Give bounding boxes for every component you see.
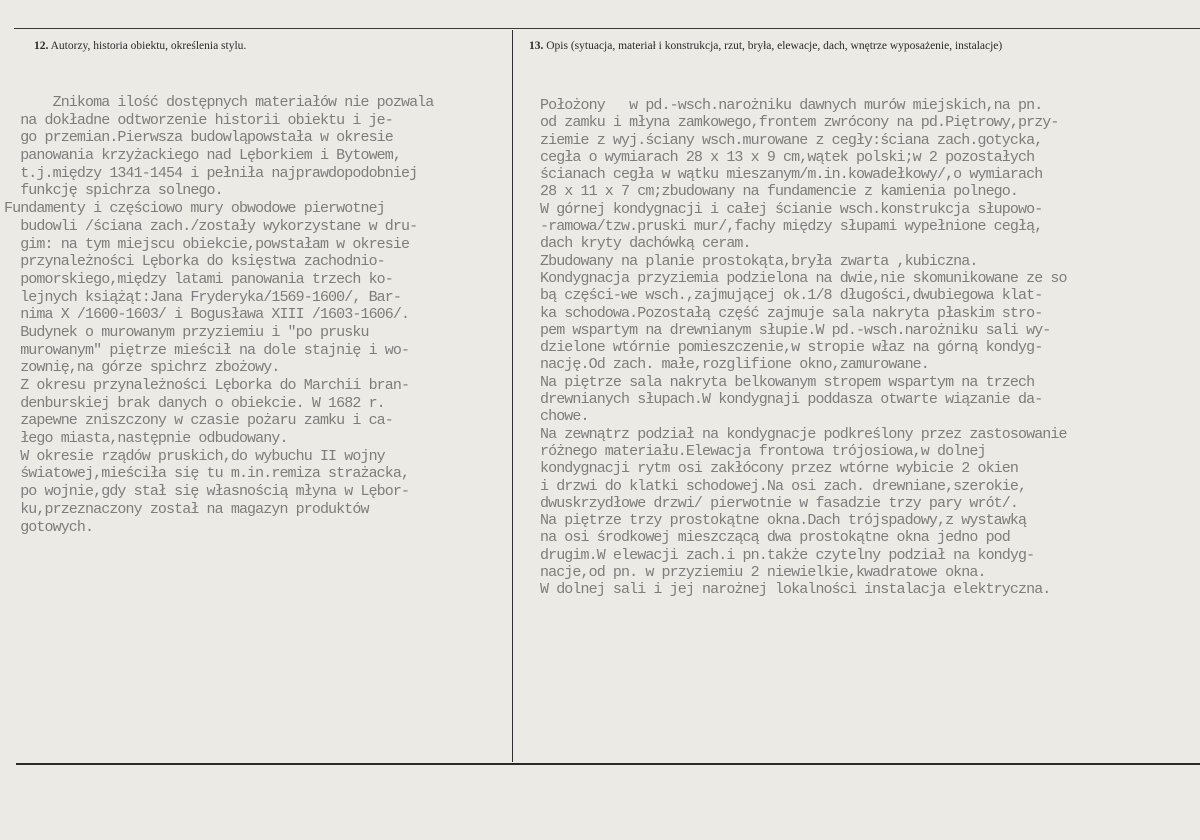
typed-line: ku,przeznaczony został na magazyn produktów [4, 500, 369, 518]
typed-line: na osi środkowej mieszczącą dwa prostokątne okna jedno pod [540, 529, 1010, 547]
typed-line: cegła o wymiarach 28 x 13 x 9 cm,wątek polski;w 2 pozostałych [540, 148, 1035, 166]
typed-line: gim: na tym miejscu obiekcie,powstałam w okresie [4, 235, 410, 253]
typed-line: na dokładne odtworzenie historii obiektu i je- [4, 111, 393, 129]
typed-line: funkcję spichrza solnego. [4, 182, 223, 200]
typed-line: W okresie rządów pruskich,do wybuchu II wojny [4, 447, 385, 465]
typed-line: zapewne zniszczony w czasie pożaru zamku i ca- [4, 412, 393, 430]
typed-line: Kondygnacja przyziemia podzielona na dwie,nie skomunikowane ze so [540, 269, 1067, 287]
typed-line: W dolnej sali i jej narożnej lokalności instalacja elektryczna. [540, 581, 1051, 599]
section-13-heading [529, 40, 1002, 52]
typed-line: ka schodowa.Pozostałą część zajmuje sala nakryta płaskim stro- [540, 304, 1043, 322]
typed-line: Zbudowany na planie prostokąta,bryła zwarta ,kubiczna. [540, 252, 978, 270]
typed-line: go przemian.Pierwsza budowląpowstała w okresie [4, 129, 393, 147]
typed-line: dzielone wtórnie pomieszczenie,w stropie właz na górną kondyg- [540, 339, 1043, 357]
typed-line: Znikoma ilość dostępnych materiałów nie pozwala [4, 94, 434, 111]
typed-line: dwuskrzydłowe drzwi/ pierwotnie w fasadzie trzy pary wrót/. [540, 494, 1018, 512]
typed-line: budowli /ściana zach./zostały wykorzystane w dru- [4, 217, 418, 235]
typed-line: t.j.między 1341-1454 i pełniła najprawdopodobniej [4, 164, 418, 182]
section-13-title: Opis (sytuacja, materiał i konstrukcja, rzut, bryła, elewacje, dach, wnętrze wyposażenie, instalacje) [546, 40, 1003, 52]
typed-line: drewnianych słupach.W kondygnaji poddasza otwarte wiązanie da- [540, 391, 1043, 409]
typed-line: nację.Od zach. małe,rozglifione okno,zamurowane. [540, 356, 929, 374]
typed-line: po wojnie,gdy stał się własnością młyna w Lębor- [4, 483, 410, 501]
typed-line: chowe. [540, 408, 589, 426]
section-13-body [540, 97, 1200, 599]
typed-line: pem wspartym na drewnianym słupie.W pd.-wsch.narożniku sali wy- [540, 321, 1051, 339]
section-12-title: Autorzy, historia obiektu, określenia stylu. [50, 40, 247, 52]
typed-line: Fundamenty i częściowo mury obwodowe pierwotnej [4, 200, 385, 218]
typed-line: łego miasta,następnie odbudowany. [4, 430, 288, 448]
typed-line: -ramowa/tzw.pruski mur/,fachy między słupami wypełnione cegłą, [540, 218, 1043, 236]
section-12-number: 12. [34, 40, 49, 52]
typed-line: zownię,na górze spichrz zbożowy. [4, 359, 280, 377]
typed-line: Na piętrze sala nakryta belkowanym stropem wspartym na trzech [540, 373, 1035, 391]
typed-line: bą części-we wsch.,zajmującej ok.1/8 długości,dwubiegowa klat- [540, 287, 1043, 305]
section-13-number: 13. [529, 40, 544, 52]
section-12-heading [34, 40, 246, 52]
typed-line: od zamku i młyna zamkowego,frontem zwrócony na pd.Piętrowy,przy- [540, 114, 1059, 132]
typed-line: drugim.W elewacji zach.i pn.także czytelny podział na kondyg- [540, 546, 1035, 564]
typed-line: Budynek o murowanym przyziemiu i "po prusku [4, 323, 369, 341]
typed-line: różnego materiału.Elewacja frontowa trójosiowa,w dolnej [540, 442, 986, 460]
typed-line: dach kryty dachówką ceram. [540, 235, 751, 253]
typed-line: przynależności Lęborka do księstwa zachodnio- [4, 253, 385, 271]
section-12-body [4, 94, 512, 536]
typed-line: Na piętrze trzy prostokątne okna.Dach trójspadowy,z wystawką [540, 512, 1027, 530]
typed-line: nacje,od pn. w przyziemiu 2 niewielkie,kwadratowe okna. [540, 564, 986, 582]
typed-line: światowej,mieściła się tu m.in.remiza strażacka, [4, 465, 410, 483]
typed-line: i drzwi do klatki schodowej.Na osi zach. drewniane,szerokie, [540, 477, 1027, 495]
typed-line: ścianach cegła w wątku mieszanym/m.in.kowadełkowy/,o wymiarach [540, 166, 1043, 184]
typed-line: denburskiej brak danych o obiekcie. W 1682 r. [4, 394, 385, 412]
typed-line: Położony w pd.-wsch.narożniku dawnych murów miejskich,na pn. [540, 97, 1043, 114]
top-rule [14, 28, 1200, 29]
typed-line: kondygnacji rytm osi zakłócony przez wtórne wybicie 2 okien [540, 460, 1018, 478]
column-divider [512, 30, 513, 762]
bottom-rule [16, 763, 1200, 765]
typed-line: pomorskiego,między latami panowania trzech ko- [4, 270, 393, 288]
typed-line: W górnej kondygnacji i całej ścianie wsch.konstrukcja słupowo- [540, 200, 1043, 218]
typed-line: Z okresu przynależności Lęborka do Marchii bran- [4, 377, 410, 394]
typed-line: lejnych książąt:Jana Fryderyka/1569-1600/, Bar- [4, 288, 401, 306]
typed-line: ziemie z wyj.ściany wsch.murowane z cegły:ściana zach.gotycka, [540, 131, 1043, 149]
typed-line: nima X /1600-1603/ i Bogusława XIII /1603-1606/. [4, 306, 410, 324]
typed-line: gotowych. [4, 518, 94, 536]
typed-line: 28 x 11 x 7 cm;zbudowany na fundamencie z kamienia polnego. [540, 183, 1018, 201]
typed-line: Na zewnątrz podział na kondygnacje podkreślony przez zastosowanie [540, 425, 1067, 443]
typed-line: murowanym" piętrze mieścił na dole stajnię i wo- [4, 341, 410, 359]
typed-line: panowania krzyżackiego nad Lęborkiem i Bytowem, [4, 147, 401, 165]
